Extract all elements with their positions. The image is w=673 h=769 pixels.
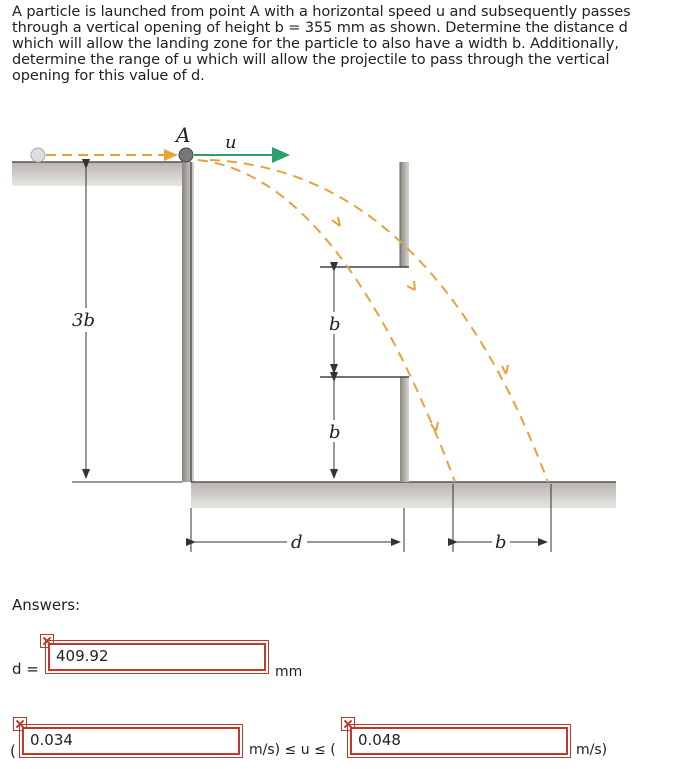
projectile-figure: [0, 108, 673, 568]
ball-start: [31, 148, 45, 162]
label-A: A: [176, 123, 191, 147]
u-close-text: m/s): [576, 742, 608, 758]
cliff-wall: [182, 162, 194, 482]
problem-line: A particle is launched from point A with a horizontal speed u and subsequently passes: [12, 4, 631, 20]
problem-statement: [12, 4, 662, 84]
d-answer-field[interactable]: 409.92: [48, 643, 266, 671]
label-b-landing: b: [495, 532, 507, 553]
label-b-upper: b: [329, 314, 341, 335]
d-label: d =: [12, 660, 39, 678]
u-min-field[interactable]: 0.034: [22, 727, 240, 755]
answers-heading: Answers:: [12, 596, 81, 614]
trajectory-arrowhead: [407, 281, 415, 290]
problem-line: through a vertical opening of height b = 355 mm as shown. Determine the distance d: [12, 20, 628, 36]
lower-wall: [400, 377, 409, 482]
trajectory-outer: [210, 160, 548, 482]
u-max-field[interactable]: 0.048: [350, 727, 568, 755]
u-mid-text: m/s) ≤ u ≤ (: [249, 742, 336, 758]
trajectory-arrowhead: [431, 422, 438, 431]
d-unit: mm: [275, 664, 303, 680]
trajectory-arrowhead: [502, 365, 508, 374]
label-d: d: [291, 532, 303, 553]
problem-line: opening for this value of d.: [12, 68, 205, 84]
trajectory-arrowhead: [332, 217, 340, 226]
label-3b: 3b: [72, 310, 95, 331]
u-open-paren: (: [10, 742, 16, 760]
label-u: u: [225, 132, 237, 153]
label-b-lower: b: [329, 422, 341, 443]
problem-line: determine the range of u which will allow the projectile to pass through the vertical: [12, 52, 610, 68]
problem-line: which will allow the landing zone for the particle to also have a width b. Additionally,: [12, 36, 619, 52]
upper-wall: [400, 162, 409, 267]
upper-platform: [12, 162, 190, 186]
lower-ground: [191, 482, 616, 508]
ball-at-A: [179, 148, 193, 162]
